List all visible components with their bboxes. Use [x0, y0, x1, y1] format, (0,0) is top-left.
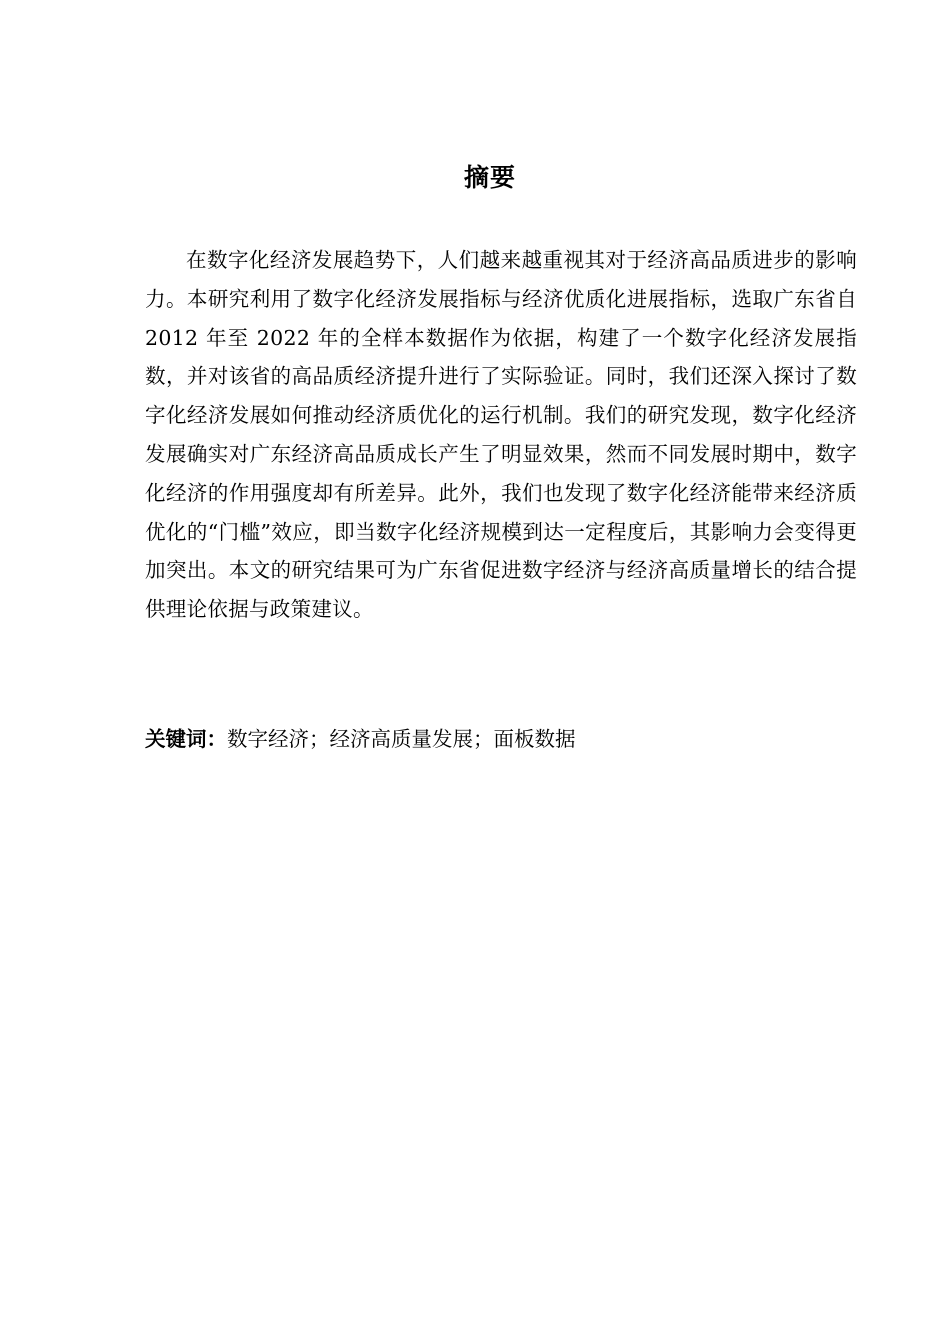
abstract-body: 在数字化经济发展趋势下，人们越来越重视其对于经济高品质进步的影响力。本研究利用了数字化经济发展指标与经济优质化进展指标，选取广东省自 2012 年至 2022 年的全样本数据作为依据，构建了一个数字化经济发展指数，并对该省的高品质经济提升进行了实际验证。同时，我们还深入探讨了数字化经济发展如何推动经济质优化的运行机制。我们的研究发现，数字化经济发展确实对广东经济高品质成长产生了明显效果，然而不同发展时期中，数字化经济的作用强度却有所差异。此外，我们也发现了数字化经济能带来经济质优化的“门槛”效应，即当数字化经济规模到达一定程度后，其影响力会变得更加突出。本文的研究结果可为广东省促进数字经济与经济高质量增长的结合提供理论依据与政策建议。: [145, 248, 857, 622]
keywords-line: [145, 720, 857, 758]
abstract-title: 摘要: [463, 163, 516, 192]
keywords-label: 关键词：: [145, 727, 227, 751]
keywords-text: 数字经济；经济高质量发展；面板数据: [227, 727, 576, 751]
